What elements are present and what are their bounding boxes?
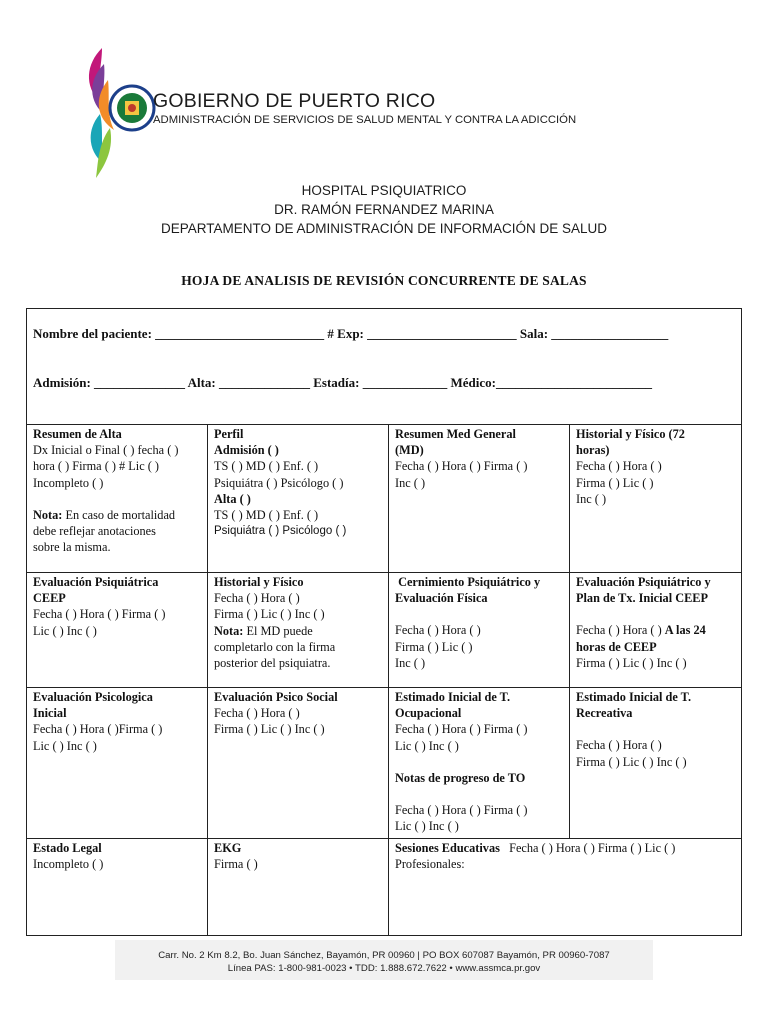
cell-cernimiento (395, 574, 567, 671)
cell-eval-psicosocial (214, 689, 386, 738)
footer-address: Carr. No. 2 Km 8.2, Bo. Juan Sánchez, Bayamón, PR 00960 | PO BOX 607087 Bayamón, PR 00960-7087 (158, 950, 610, 961)
note-text: El MD puede (243, 623, 313, 638)
cell-title: Evaluación Psico Social (214, 690, 338, 704)
cell-title: Historial y Físico (214, 575, 304, 589)
hospital-subname: DR. RAMÓN FERNANDEZ MARINA (274, 202, 494, 217)
cell-resumen-med (395, 426, 567, 491)
cell-text: Fecha ( ) Hora ( ) Firma ( ) Lic ( ) (499, 841, 676, 855)
cell-title: Estimado Inicial de T. (576, 690, 692, 704)
cell-estimado-recreativa (576, 689, 740, 770)
grid-divider (26, 838, 742, 839)
cell-line: debe reflejar anotaciones (33, 524, 156, 539)
cell-line: Inc ( ) (395, 475, 426, 490)
cell-emphasis: A las 24 (664, 623, 706, 638)
footer-contact: Línea PAS: 1-800-981-0023 • TDD: 1.888.672.7622 • www.assmca.pr.gov (227, 963, 541, 974)
document-title: HOJA DE ANALISIS DE REVISIÓN CONCURRENTE DE SALAS (181, 273, 587, 288)
cell-line: Psiquiátra ( ) Psicólogo ( ) (214, 525, 347, 538)
cell-line: Lic ( ) Inc ( ) (395, 738, 459, 753)
cell-line: Inc ( ) (395, 655, 426, 670)
cell-note (33, 507, 205, 523)
cell-sesiones-educativas (395, 840, 740, 872)
admission-info-row[interactable]: Admisión: ______________ Alta: ______________ Estadía: _____________ Médico:________________________ (33, 375, 652, 390)
cell-ekg (214, 840, 386, 872)
cell-title: Sesiones Educativas (395, 841, 500, 855)
cell-line: Lic ( ) Inc ( ) (33, 623, 97, 638)
cell-title: Evaluación Psicologica (33, 690, 153, 704)
cell-line: Fecha ( ) Hora ( ) (395, 623, 481, 638)
cell-subtitle: Notas de progreso de TO (395, 770, 526, 785)
grid-divider (26, 424, 742, 425)
cell-line: Lic ( ) Inc ( ) (33, 738, 97, 753)
cell-subtitle: Admisión ( ) (214, 443, 279, 458)
cell-eval-psiq-ceep (33, 574, 205, 639)
cell-resumen-alta (33, 426, 205, 555)
cell-title: Ocupacional (395, 706, 462, 721)
cell-title: Plan de Tx. Inicial CEEP (576, 591, 708, 606)
cell-estimado-ocupacional (395, 689, 567, 834)
cell-line: Fecha ( ) Hora ( ) (576, 459, 662, 474)
note-label: Nota: (33, 507, 63, 522)
cell-historial-fisico (214, 574, 386, 671)
cell-line: Firma ( ) Lic ( ) (576, 475, 654, 490)
cell-title: Evaluación Psiquiátrica (33, 575, 159, 589)
cell-plan-tx (576, 574, 740, 671)
cell-historial-72 (576, 426, 740, 507)
cell-line: TS ( ) MD ( ) Enf. ( ) (214, 508, 319, 523)
cell-title: Cernimiento Psiquiátrico y (395, 575, 541, 589)
cell-perfil (214, 426, 386, 539)
cell-title: Evaluación Física (395, 591, 488, 606)
cell-line: Firma ( ) Lic ( ) Inc ( ) (576, 754, 687, 769)
cell-line: TS ( ) MD ( ) Enf. ( ) (214, 459, 319, 474)
cell-title: (MD) (395, 443, 424, 458)
government-title: GOBIERNO DE PUERTO RICO (153, 90, 436, 112)
cell-line: Firma ( ) Lic ( ) (395, 639, 473, 654)
cell-estado-legal (33, 840, 205, 872)
cell-title: Inicial (33, 706, 67, 721)
cell-eval-psicologica (33, 689, 205, 754)
cell-line: completarlo con la firma (214, 639, 336, 654)
cell-note (214, 623, 386, 639)
cell-line: Fecha ( ) Hora ( )Firma ( ) (33, 722, 163, 737)
cell-line: Profesionales: (395, 857, 465, 872)
cell-title: Evaluación Psiquiátrico y (576, 575, 711, 589)
cell-line: Dx Inicial o Final ( ) fecha ( ) (33, 443, 179, 458)
hospital-name: HOSPITAL PSIQUIATRICO (301, 183, 467, 198)
cell-line: Fecha ( ) Hora ( ) (576, 738, 662, 753)
cell-title: Resumen Med General (395, 427, 516, 441)
note-label: Nota: (214, 623, 244, 638)
grid-divider (26, 572, 742, 573)
cell-line: Fecha ( ) Hora ( ) Firma ( ) (33, 607, 166, 622)
cell-line: sobre la misma. (33, 540, 111, 555)
department-name: DEPARTAMENTO DE ADMINISTRACIÓN DE INFORMACIÓN DE SALUD (160, 221, 608, 236)
cell-title: EKG (214, 841, 242, 855)
cell-line: Firma ( ) Lic ( ) Inc ( ) (576, 655, 687, 670)
cell-line: horas de CEEP (576, 639, 657, 654)
cell-title: CEEP (33, 591, 66, 606)
cell-title: horas) (576, 443, 610, 458)
cell-line: Firma ( ) Lic ( ) Inc ( ) (214, 607, 325, 622)
cell-line: Inc ( ) (576, 491, 607, 506)
cell-line: Firma ( ) Lic ( ) Inc ( ) (214, 722, 325, 737)
cell-subtitle: Alta ( ) (214, 491, 251, 506)
cell-line: Fecha ( ) Hora ( ) (214, 591, 300, 606)
cell-line: Firma ( ) (214, 857, 258, 872)
cell-title: Historial y Físico (72 (576, 427, 685, 441)
grid-divider (207, 424, 208, 936)
cell-title: Estado Legal (33, 841, 102, 855)
grid-divider (388, 424, 389, 936)
cell-text: Fecha ( ) Hora ( ) (576, 623, 665, 638)
cell-title: Estimado Inicial de T. (395, 690, 511, 704)
grid-divider (26, 687, 742, 688)
grid-divider (569, 424, 570, 838)
patient-info-row[interactable]: Nombre del paciente: __________________________ # Exp: _______________________ Sala: __________________ (33, 326, 669, 341)
cell-line: Fecha ( ) Hora ( ) Firma ( ) (395, 803, 528, 818)
cell-line: Lic ( ) Inc ( ) (395, 819, 459, 834)
cell-line (576, 622, 740, 638)
cell-line: Fecha ( ) Hora ( ) Firma ( ) (395, 459, 528, 474)
government-logo (80, 44, 160, 184)
cell-title: Perfil (214, 427, 244, 441)
cell-line: Incompleto ( ) (33, 475, 104, 490)
note-text: En caso de mortalidad (62, 507, 176, 522)
agency-subtitle: ADMINISTRACIÓN DE SERVICIOS DE SALUD MENTAL Y CONTRA LA ADICCIÓN (153, 114, 577, 126)
cell-title: Recreativa (576, 706, 633, 721)
cell-line: Fecha ( ) Hora ( ) (214, 706, 300, 721)
cell-line: Incompleto ( ) (33, 857, 104, 872)
cell-line: hora ( ) Firma ( ) # Lic ( ) (33, 459, 159, 474)
cell-line: posterior del psiquiatra. (214, 656, 331, 671)
cell-title: Resumen de Alta (33, 427, 122, 441)
cell-line: Fecha ( ) Hora ( ) Firma ( ) (395, 722, 528, 737)
cell-line: Psiquiátra ( ) Psicólogo ( ) (214, 475, 344, 490)
